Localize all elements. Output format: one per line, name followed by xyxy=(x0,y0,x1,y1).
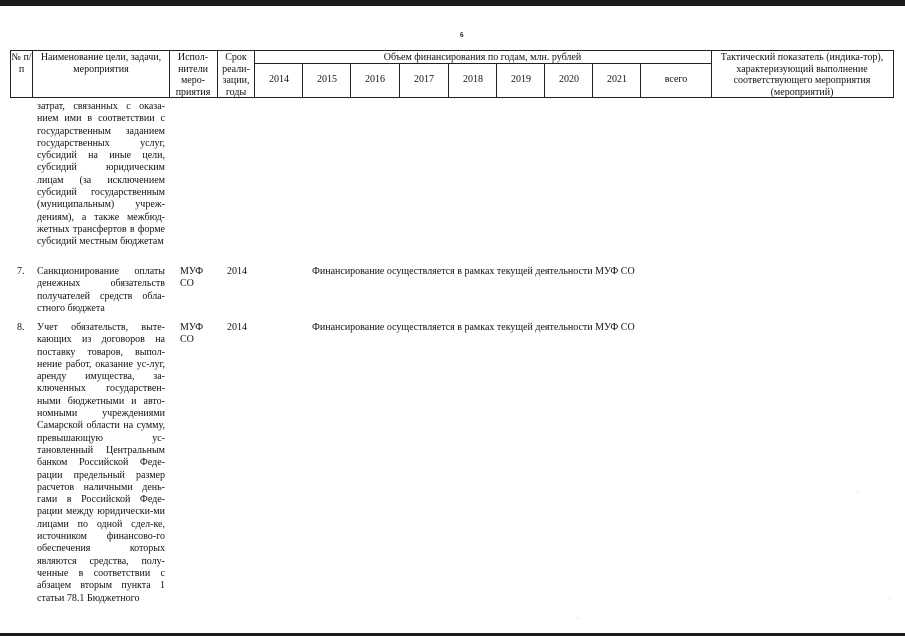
scan-speck: · xyxy=(857,490,859,496)
header-year-total: всего xyxy=(664,74,688,85)
row-number: 8. xyxy=(17,322,25,333)
header-year-2016: 2016 xyxy=(365,74,385,85)
row-finance-note: Финансирование осуществляется в рамках текущей деятельности МУФ СО xyxy=(312,266,635,277)
header-year-2015: 2015 xyxy=(317,74,337,85)
header-col-name: Наименование цели, задачи, мероприятия xyxy=(40,52,162,75)
row-term: 2014 xyxy=(227,322,247,333)
header-divider xyxy=(711,50,712,97)
header-divider xyxy=(893,50,894,97)
header-year-2019: 2019 xyxy=(511,74,531,85)
scan-bottom-border xyxy=(0,633,905,636)
header-year-2021: 2021 xyxy=(607,74,627,85)
header-col-executor: Испол-нители меро-приятия xyxy=(175,52,211,98)
row-measure-text: Санкционирование оплаты денежных обязательств получателей средств обла-стного бюджета xyxy=(37,266,165,314)
header-col-finance: Объем финансирования по годам, млн. рублей xyxy=(383,52,582,63)
header-divider xyxy=(32,50,33,97)
scan-top-border xyxy=(0,0,905,6)
row-executor: МУФ СО xyxy=(180,322,204,345)
scan-speck: · xyxy=(577,616,579,622)
row-finance-note: Финансирование осуществляется в рамках текущей деятельности МУФ СО xyxy=(312,322,635,333)
header-year-2020: 2020 xyxy=(559,74,579,85)
header-col-indicator: Тактический показатель (индика-тор), характеризующий выполнение соответствующего мероприятия (мероприятий) xyxy=(720,52,884,98)
page-number: 6 xyxy=(460,31,464,39)
row-term: 2014 xyxy=(227,266,247,277)
header-year-2014: 2014 xyxy=(269,74,289,85)
header-year-2018: 2018 xyxy=(463,74,483,85)
header-year-2017: 2017 xyxy=(414,74,434,85)
row-measure-text: Учет обязательств, выте-кающих из договоров на поставку товаров, выпол-нение работ, оказание ус-луг, аренду имущества, за-ключенных государствен-ными бюджетными и авто-номными учреждениями Самарской области на сумму, превышающую ус-тановленный Центральным банком Российской Феде-рации предельный размер расчетов наличными день-гами в Российской Феде-рации между юридически-ми лицами по одной сдел-ке, источником финансово-го обеспечения которых являются средства, полу-ченные в соответствии с абзацем вторым пункта 1 статьи 78.1 Бюджетного xyxy=(37,322,165,604)
row-number: 7. xyxy=(17,266,25,277)
header-col-number: № п/п xyxy=(11,52,32,75)
row-executor: МУФ СО xyxy=(180,266,204,289)
header-top-rule xyxy=(10,50,894,51)
header-col-term: Срок реали-зации, годы xyxy=(222,52,250,98)
row-measure-text: затрат, связанных с оказа-нием ими в соответствии с государственным заданием государственных услуг, субсидий на иные цели, субсидий юридическим лицам (за исключением субсидий государственным (муниципальным) учреж-дениям), а также межбюд-жетных трансфертов в форме субсидий местным бюджетам xyxy=(37,101,165,248)
scan-speck: · xyxy=(889,596,891,602)
